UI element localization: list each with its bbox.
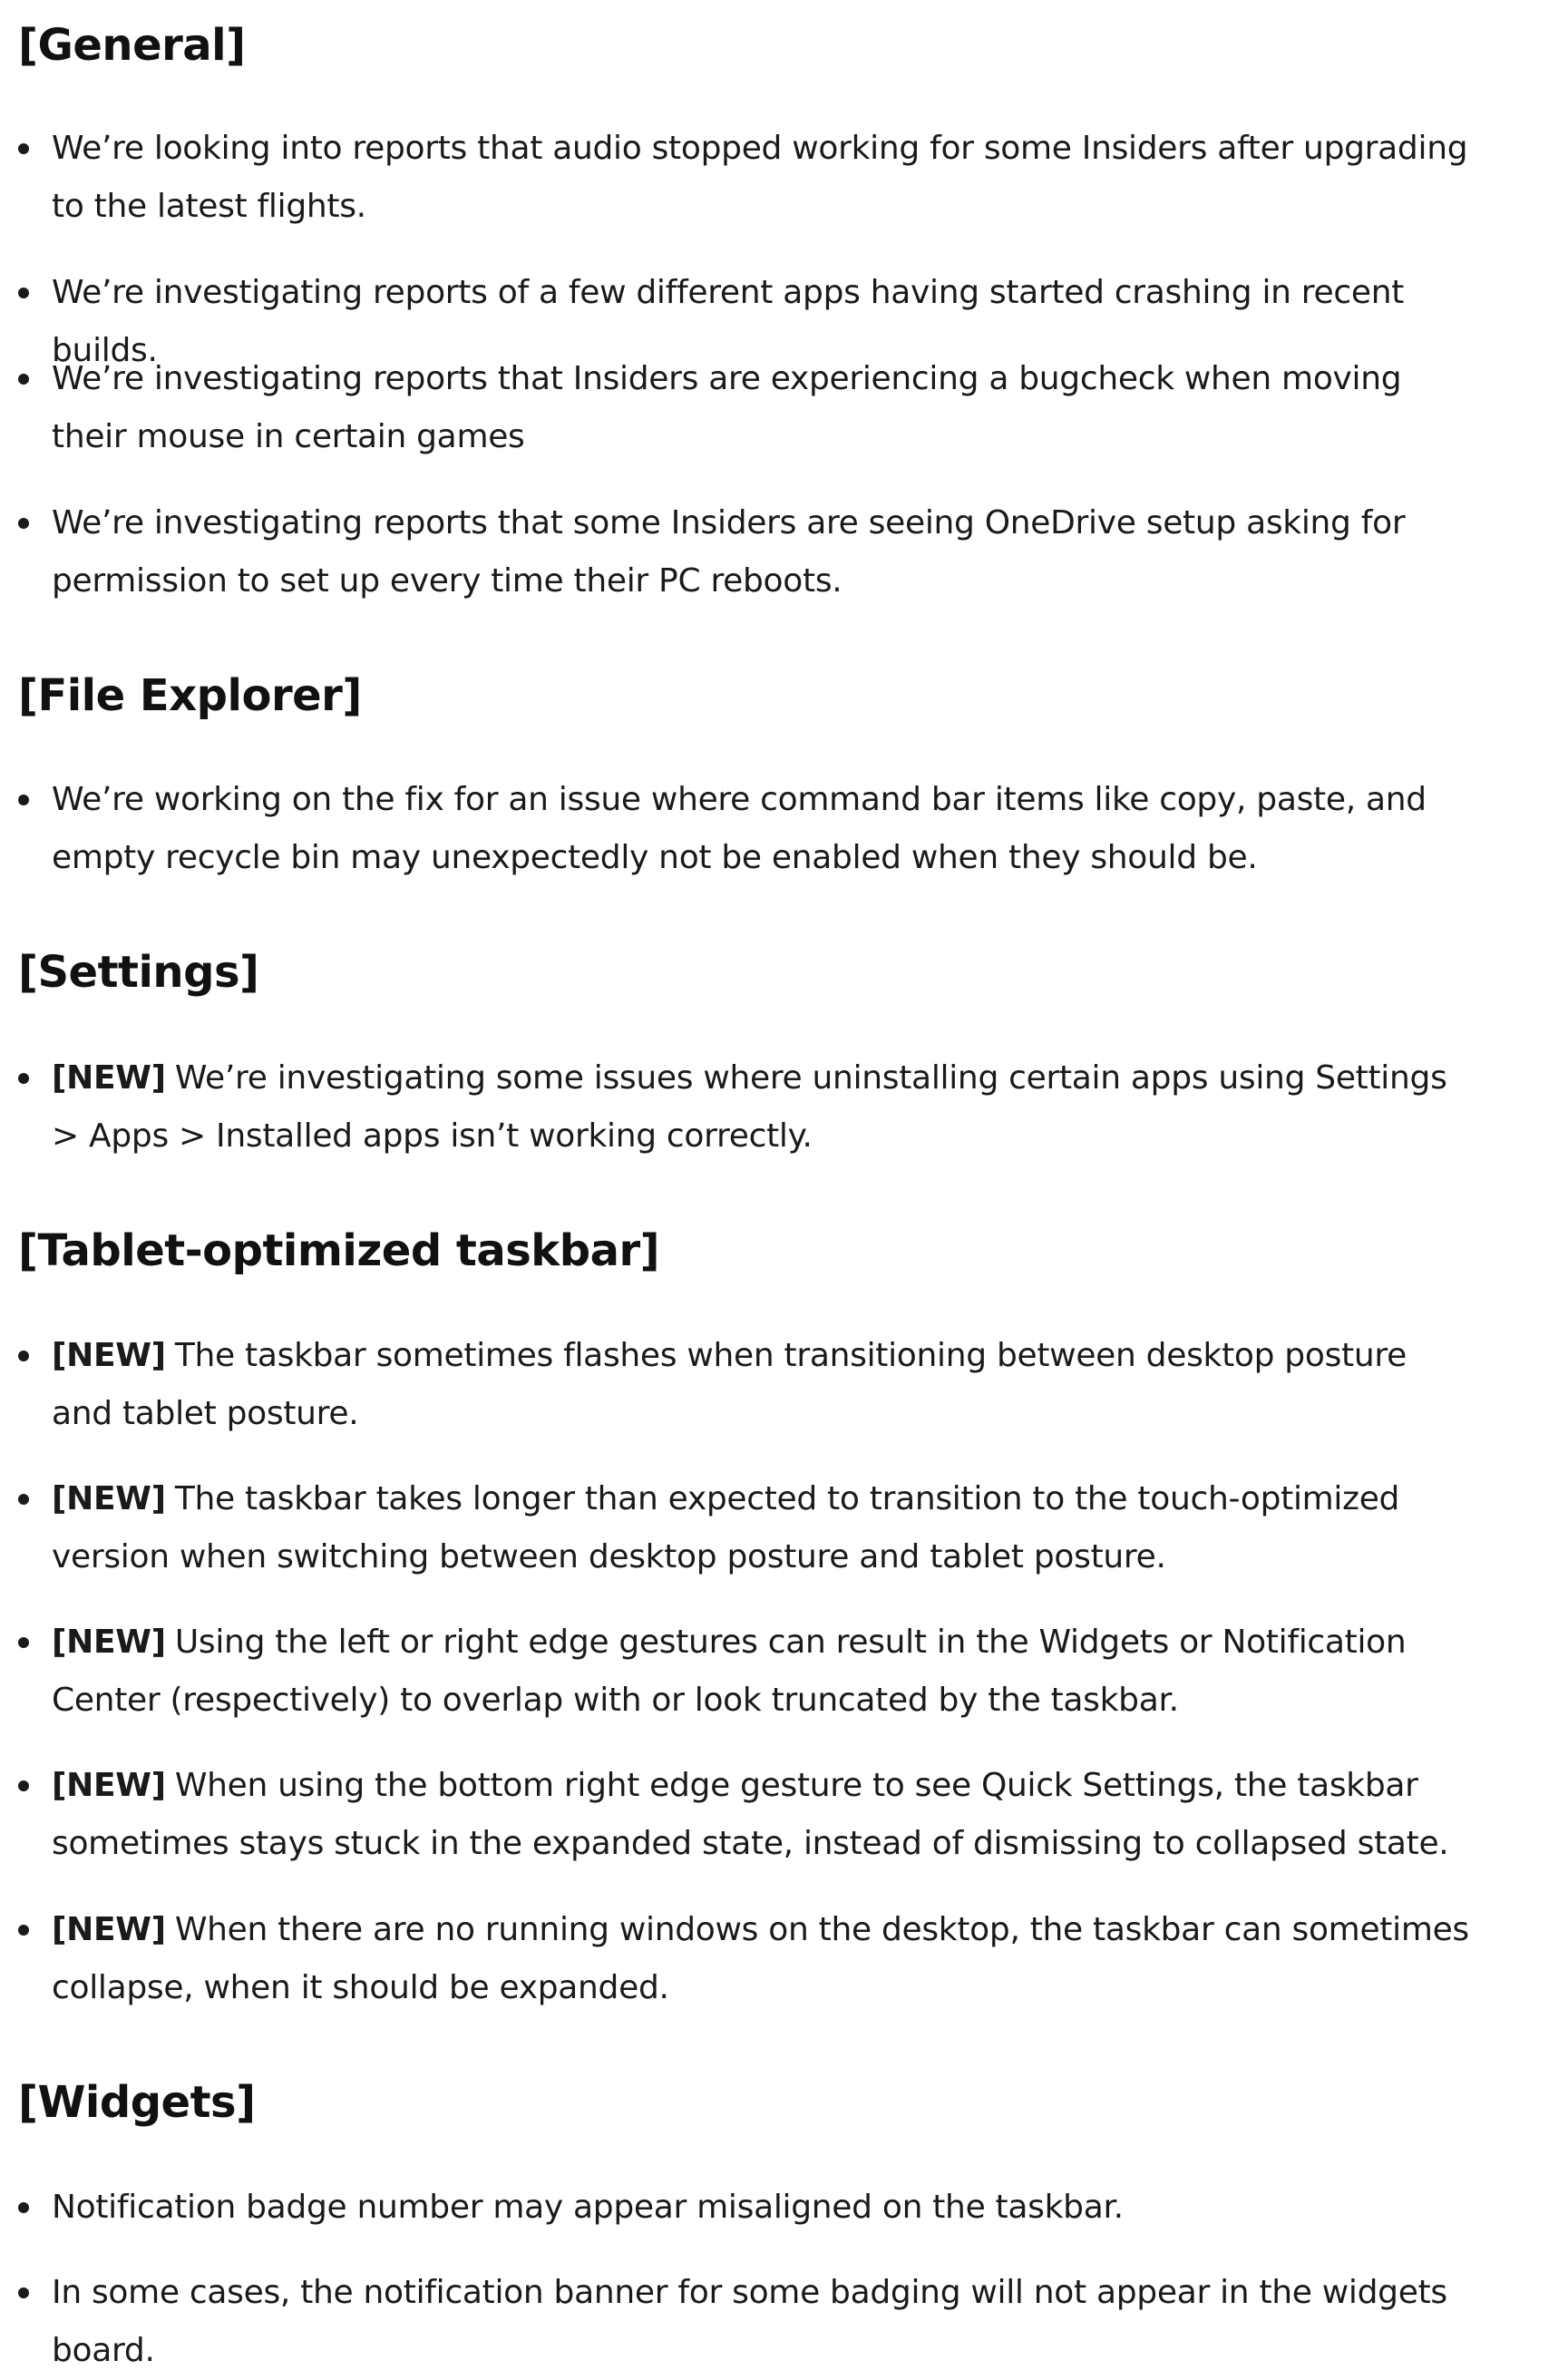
list-item [18, 1757, 1469, 1873]
item-text: We’re investigating some issues where uninstalling certain apps using Settings > Apps > Installed apps isn’t working correctly. [52, 1059, 1447, 1155]
new-tag: [NEW] [52, 1480, 166, 1517]
bullet-icon [18, 2287, 29, 2298]
section-heading-general: [General] [18, 20, 246, 71]
list-item [18, 1614, 1469, 1730]
section-heading-tablet-taskbar: [Tablet-optimized taskbar] [18, 1225, 660, 1276]
bullet-icon [18, 143, 29, 154]
item-text: Notification badge number may appear misaligned on the taskbar. [52, 2189, 1124, 2226]
list-item [18, 2264, 1469, 2380]
item-text: We’re investigating reports that some Insiders are seeing OneDrive setup asking for permission to set up every time their PC reboots. [52, 504, 1406, 600]
item-text: We’re looking into reports that audio stopped working for some Insiders after upgrading to the latest flights. [52, 130, 1468, 225]
list-item [18, 1049, 1469, 1166]
bullet-icon [18, 288, 29, 298]
new-tag: [NEW] [52, 1767, 166, 1804]
item-text: When using the bottom right edge gesture to see Quick Settings, the taskbar sometimes stays stuck in the expanded state, instead of dismissing to collapsed state. [52, 1767, 1449, 1862]
bullet-icon [18, 1494, 29, 1505]
bullet-icon [18, 518, 29, 529]
file-explorer-issues-list [18, 771, 1469, 887]
bullet-icon [18, 1780, 29, 1791]
bullet-icon [18, 374, 29, 385]
list-item [18, 350, 1469, 466]
new-tag: [NEW] [52, 1059, 166, 1097]
general-issues-list [18, 120, 1469, 236]
list-item [18, 1327, 1469, 1443]
list-item [18, 494, 1469, 610]
bullet-icon [18, 795, 29, 805]
bullet-icon [18, 1351, 29, 1361]
list-item [18, 1901, 1469, 2017]
tablet-taskbar-issues-list-5 [18, 1901, 1469, 2017]
item-text: The taskbar sometimes flashes when transitioning between desktop posture and tablet posture. [52, 1337, 1407, 1432]
general-issues-list-3 [18, 350, 1469, 466]
item-text: The taskbar takes longer than expected to transition to the touch-optimized version when switching between desktop posture and tablet posture. [52, 1480, 1400, 1575]
new-tag: [NEW] [52, 1911, 166, 1948]
bullet-icon [18, 1637, 29, 1648]
bullet-icon [18, 1073, 29, 1084]
section-heading-settings: [Settings] [18, 947, 259, 998]
new-tag: [NEW] [52, 1624, 166, 1661]
item-text: When there are no running windows on the desktop, the taskbar can sometimes collapse, when it should be expanded. [52, 1911, 1469, 2006]
item-text: We’re investigating reports of a few different apps having started crashing in recent builds. [52, 274, 1405, 369]
list-item [18, 771, 1469, 887]
tablet-taskbar-issues-list-2 [18, 1470, 1469, 1586]
general-issues-list-4 [18, 494, 1469, 610]
bullet-icon [18, 1925, 29, 1936]
widgets-issues-list [18, 2179, 1469, 2237]
item-text: We’re investigating reports that Insiders are experiencing a bugcheck when moving their mouse in certain games [52, 360, 1402, 455]
new-tag: [NEW] [52, 1337, 166, 1374]
section-heading-file-explorer: [File Explorer] [18, 670, 362, 721]
list-item [18, 1470, 1469, 1586]
widgets-issues-list-2 [18, 2264, 1469, 2380]
item-text: In some cases, the notification banner for some badging will not appear in the widgets board. [52, 2274, 1447, 2369]
tablet-taskbar-issues-list-4 [18, 1757, 1469, 1873]
bullet-icon [18, 2202, 29, 2213]
section-heading-widgets: [Widgets] [18, 2077, 256, 2128]
list-item [18, 2179, 1469, 2237]
tablet-taskbar-issues-list-3 [18, 1614, 1469, 1730]
tablet-taskbar-issues-list [18, 1327, 1469, 1443]
item-text: We’re working on the fix for an issue where command bar items like copy, paste, and empty recycle bin may unexpectedly not be enabled when they should be. [52, 781, 1427, 876]
item-text: Using the left or right edge gestures can result in the Widgets or Notification Center (respectively) to overlap with or look truncated by the taskbar. [52, 1624, 1407, 1719]
list-item [18, 120, 1469, 236]
settings-issues-list [18, 1049, 1469, 1166]
